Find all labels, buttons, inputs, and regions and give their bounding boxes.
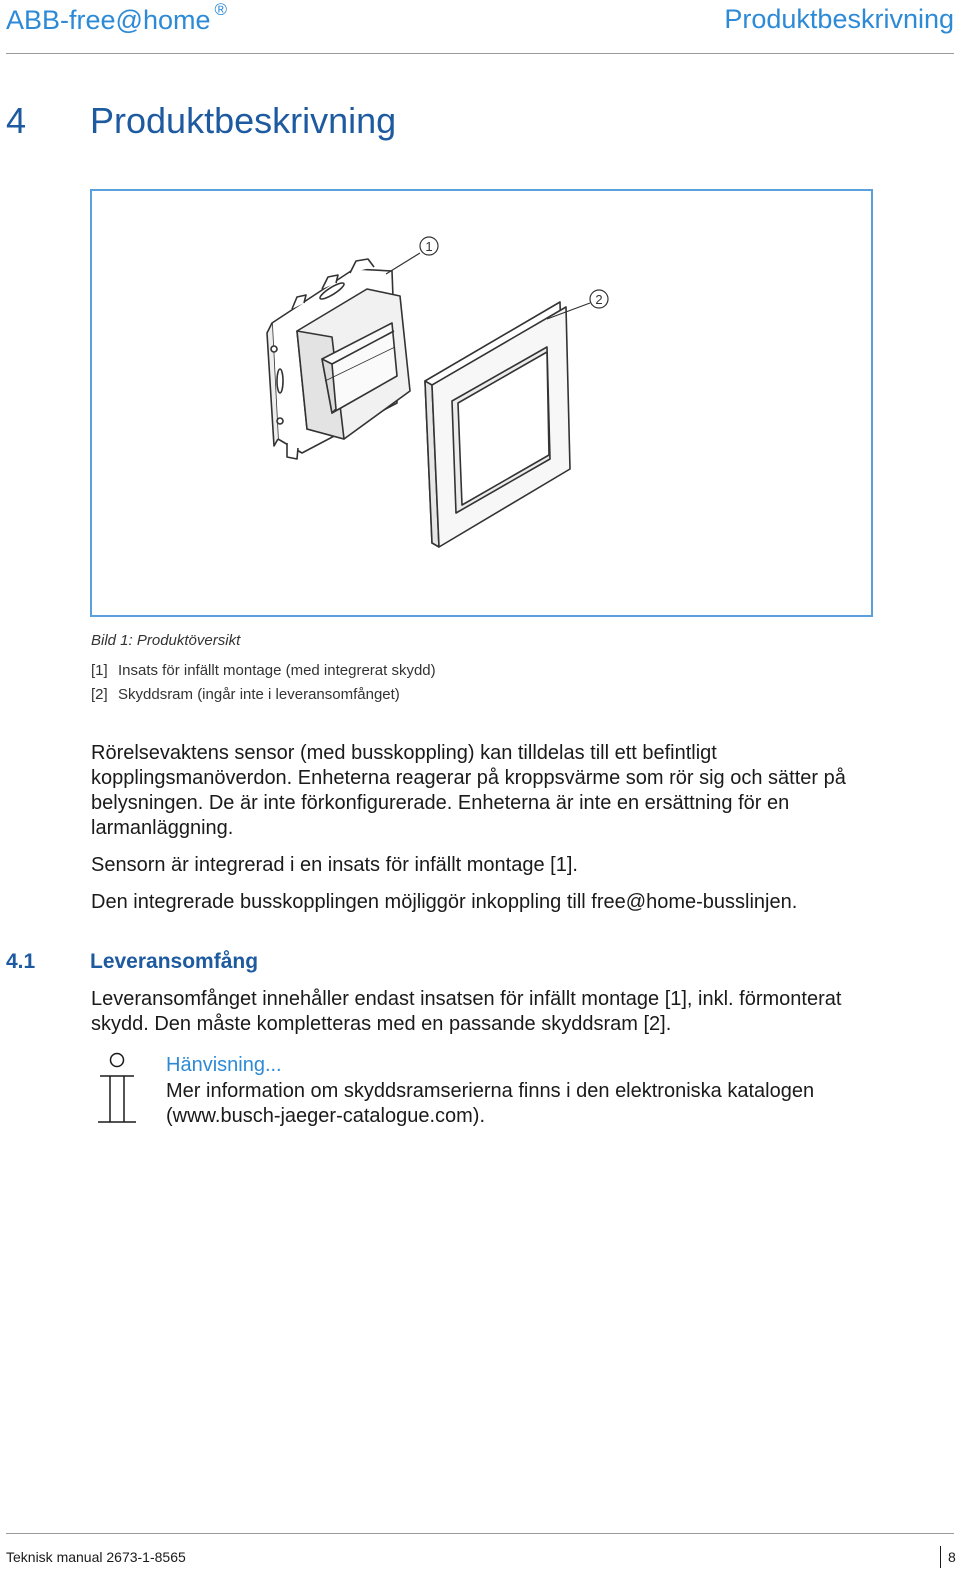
body-paragraph: Den integrerade busskopplingen möjliggör inkoppling till free@home-busslinjen. xyxy=(91,891,798,913)
section-paragraph: Leveransomfånget innehåller endast insatsen för infällt montage [1], inkl. förmonterat skydd. Den måste kompletteras med en passande skyddsram [2]. xyxy=(91,988,842,1035)
chapter-number: 4 xyxy=(6,100,27,141)
chapter-title: Produktbeskrivning xyxy=(90,100,397,141)
product-illustration xyxy=(92,191,875,619)
section-number: 4.1 xyxy=(6,950,36,973)
callout-1 xyxy=(386,237,438,274)
product-overview-figure xyxy=(90,189,873,617)
footer-separator xyxy=(940,1546,941,1568)
cover-frame-illustration xyxy=(425,302,570,547)
figure-caption: Bild 1: Produktöversikt xyxy=(91,632,241,649)
footer-document-id: Teknisk manual 2673-1-8565 xyxy=(6,1549,186,1565)
legend-text: Skyddsram (ingår inte i leveransomfånget) xyxy=(118,686,400,703)
body-paragraph: Rörelsevaktens sensor (med busskoppling) kan tilldelas till ett befintligt kopplingsmanöverdon. Enheterna reagerar på kroppsvärme som rör sig och sätter på belysningen. De är inte förkonfigurerade. Enheterna är inte en ersättning för en larmanläggning. xyxy=(91,742,846,839)
page-number: 8 xyxy=(948,1549,956,1565)
legend-text: Insats för infällt montage (med integrerat skydd) xyxy=(118,662,436,679)
header-divider xyxy=(6,53,954,54)
note-text: Mer information om skyddsramserierna finns i den elektroniska katalogen (www.busch-jaeger-catalogue.com). xyxy=(166,1080,815,1127)
callout-2-label: 2 xyxy=(595,292,603,307)
info-icon xyxy=(95,1052,139,1128)
header-section-title: Produktbeskrivning xyxy=(724,4,954,34)
callout-1-label: 1 xyxy=(425,239,433,254)
header-brand: ABB-free@home ® xyxy=(6,0,228,35)
note-title: Hänvisning... xyxy=(166,1054,282,1076)
registered-mark: ® xyxy=(214,0,228,19)
figure-legend-item xyxy=(91,686,400,703)
legend-key: [1] xyxy=(91,662,108,679)
legend-key: [2] xyxy=(91,686,108,703)
figure-legend-item xyxy=(91,662,436,679)
section-title: Leveransomfång xyxy=(90,950,259,973)
footer-divider xyxy=(6,1533,954,1534)
body-paragraph: Sensorn är integrerad i en insats för infällt montage [1]. xyxy=(91,854,578,876)
flush-mount-insert-illustration xyxy=(267,259,410,459)
